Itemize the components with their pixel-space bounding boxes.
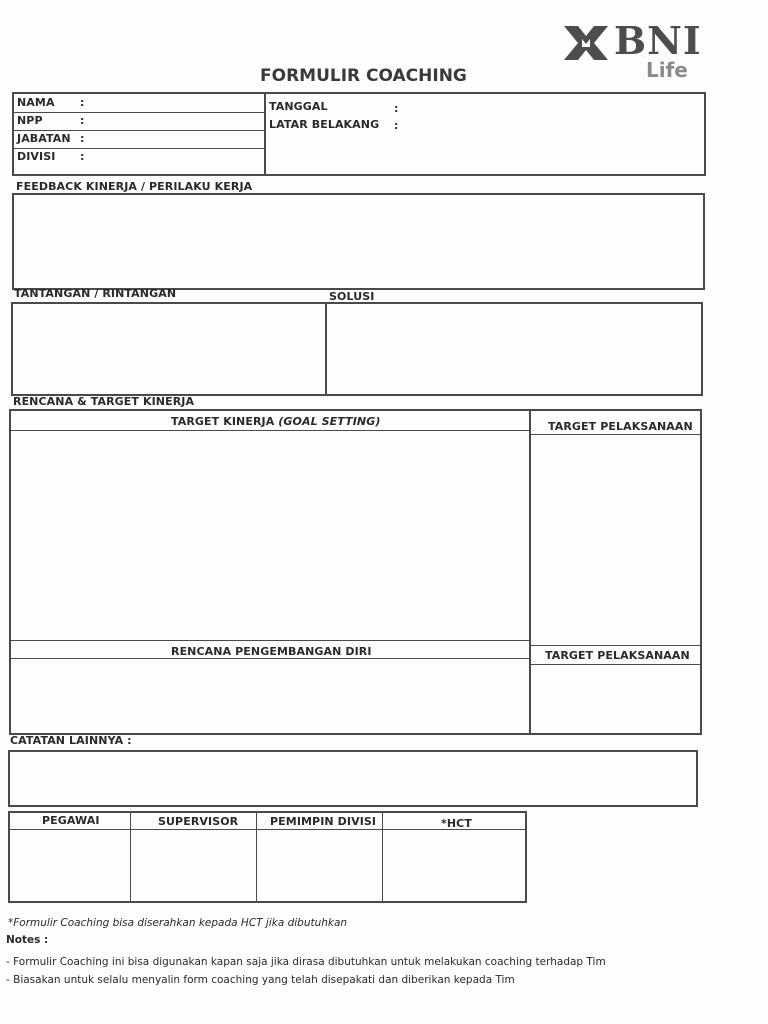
row-line (9, 658, 530, 659)
row-line (12, 130, 266, 131)
supervisor-heading: SUPERVISOR (158, 815, 239, 828)
page-title: FORMULIR COACHING (260, 66, 467, 86)
target-kinerja-heading (171, 415, 380, 428)
rencana-pengembangan-heading: RENCANA PENGEMBANGAN DIRI (171, 645, 372, 658)
rencana-pengembangan-field[interactable] (11, 660, 528, 733)
tanggal-label: TANGGAL (269, 100, 328, 113)
divisi-colon: : (80, 150, 85, 163)
tantangan-solusi-divider (325, 302, 327, 396)
jabatan-label: JABATAN (17, 132, 71, 145)
catatan-heading: CATATAN LAINNYA : (10, 734, 132, 747)
row-line (530, 664, 702, 665)
supervisor-signature-field[interactable] (132, 831, 255, 901)
pegawai-signature-field[interactable] (10, 831, 129, 901)
signature-divider (130, 811, 131, 903)
header-line (530, 434, 702, 435)
header-line (9, 430, 530, 431)
pegawai-heading: PEGAWAI (42, 814, 100, 827)
signature-divider (382, 811, 383, 903)
hct-signature-field[interactable] (384, 831, 525, 901)
identity-box (12, 92, 706, 176)
jabatan-colon: : (80, 132, 85, 145)
catatan-box[interactable] (8, 750, 698, 807)
npp-colon: : (80, 114, 85, 127)
pemimpin-divisi-heading: PEMIMPIN DIVISI (270, 815, 377, 828)
logo-brand-text: BNI (614, 18, 702, 63)
feedback-box[interactable] (12, 193, 705, 290)
target-pelaksanaan-field[interactable] (532, 436, 700, 643)
row-line (9, 640, 530, 641)
footnote: *Formulir Coaching bisa diserahkan kepada HCT jika dibutuhkan (8, 917, 348, 929)
nama-colon: : (80, 96, 85, 109)
target-kinerja-text: TARGET KINERJA (171, 415, 275, 428)
target-pelaksanaan-heading-2: TARGET PELAKSANAAN (545, 649, 690, 662)
signature-divider (256, 811, 257, 903)
rencana-heading: RENCANA & TARGET KINERJA (13, 395, 195, 408)
tantangan-heading: TANTANGAN / RINTANGAN (14, 287, 177, 300)
hct-heading: *HCT (441, 817, 472, 830)
latar-belakang-colon: : (394, 119, 399, 132)
solusi-heading: SOLUSI (329, 290, 375, 303)
tantangan-field[interactable] (13, 304, 324, 394)
notes-label: Notes : (6, 934, 49, 946)
divisi-label: DIVISI (17, 150, 56, 163)
solusi-field[interactable] (328, 304, 701, 394)
latar-belakang-label: LATAR BELAKANG (269, 118, 380, 131)
target-pelaksanaan-heading: TARGET PELAKSANAAN (548, 420, 693, 433)
goal-setting-text: (GOAL SETTING) (278, 415, 381, 428)
rencana-divider (529, 409, 531, 735)
target-kinerja-field[interactable] (11, 432, 528, 638)
identity-divider (264, 92, 266, 176)
note-item-1: - Formulir Coaching ini bisa digunakan kapan saja jika dirasa dibutuhkan untuk melakukan coaching terhadap Tim (6, 956, 606, 968)
bni-life-logo (562, 18, 712, 90)
tanggal-colon: : (394, 102, 399, 115)
feedback-heading: FEEDBACK KINERJA / PERILAKU KERJA (16, 180, 253, 193)
bni-emblem-icon (564, 26, 608, 60)
nama-label: NAMA (17, 96, 55, 109)
row-line (12, 112, 266, 113)
row-line (12, 148, 266, 149)
row-line (530, 645, 702, 646)
npp-label: NPP (17, 114, 43, 127)
target-pelaksanaan-field-2[interactable] (532, 666, 700, 733)
pemimpin-divisi-signature-field[interactable] (258, 831, 381, 901)
note-item-2: - Biasakan untuk selalu menyalin form coaching yang telah disepakati dan diberikan kepada Tim (6, 974, 515, 986)
logo-sub-text: Life (646, 58, 688, 82)
